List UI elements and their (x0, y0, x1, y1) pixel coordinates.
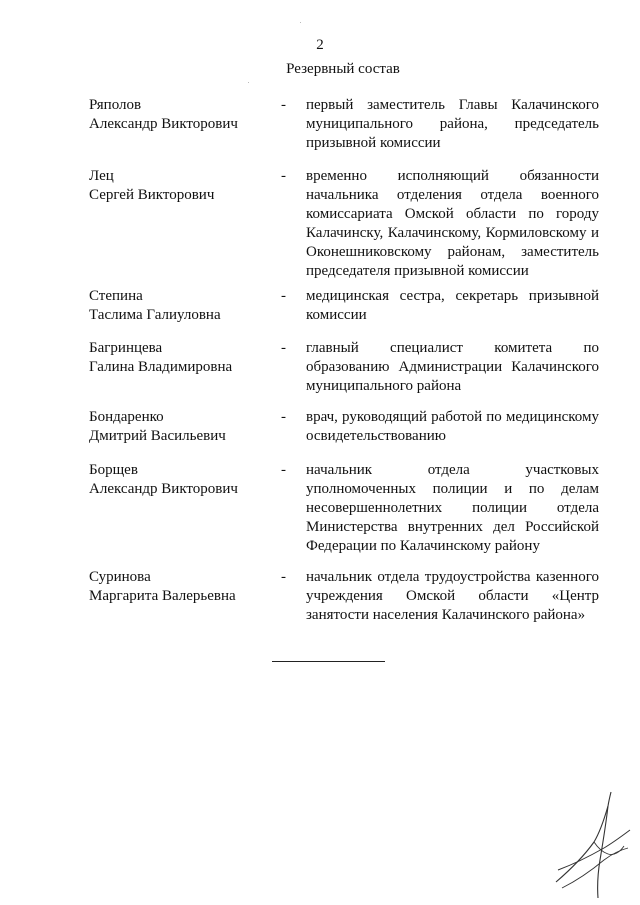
member-role: начальник отдела трудоустройства казенного учреждения Омской области «Центр занятости населения Калачинского района» (306, 569, 599, 623)
member-name (89, 167, 269, 205)
member-surname: Ряполов (89, 97, 142, 113)
member-surname: Суринова (89, 569, 151, 585)
member-dash: - (281, 168, 286, 184)
scan-speck (248, 82, 249, 83)
member-name (89, 96, 269, 134)
member-name (89, 568, 269, 606)
member-surname: Багринцева (89, 340, 163, 356)
page-number: 2 (316, 37, 324, 53)
member-surname: Степина (89, 288, 143, 304)
member-given-names: Таслима Галиуловна (89, 307, 221, 323)
member-given-names: Александр Викторович (89, 116, 238, 132)
member-given-names: Дмитрий Васильевич (89, 428, 226, 444)
member-dash: - (281, 462, 286, 478)
member-name (89, 287, 269, 325)
member-dash: - (281, 409, 286, 425)
member-surname: Бондаренко (89, 409, 164, 425)
member-name (89, 461, 269, 499)
member-given-names: Галина Владимировна (89, 359, 233, 375)
member-role: первый заместитель Главы Калачинского муниципального района, председатель призывной комиссии (306, 97, 599, 151)
member-name (89, 339, 269, 377)
member-role: главный специалист комитета по образованию Администрации Калачинского муниципального района (306, 340, 599, 394)
member-role: медицинская сестра, секретарь призывной комиссии (306, 288, 599, 323)
member-given-names: Александр Викторович (89, 481, 238, 497)
member-dash: - (281, 288, 286, 304)
member-role: начальник отдела участковых уполномоченных полиции и по делам несовершеннолетних полиции отдела Министерства внутренних дел Российской Федерации по Калачинскому району (306, 462, 599, 554)
member-role: временно исполняющий обязанности начальника отделения отдела военного комиссариата Омской области по городу Калачинску, Калачинскому, Кормиловскому и Оконешниковскому районам, заместитель председателя призывной комиссии (306, 168, 599, 279)
member-surname: Борщев (89, 462, 138, 478)
member-surname: Лец (89, 168, 114, 184)
member-dash: - (281, 340, 286, 356)
section-title: Резервный состав (286, 61, 400, 77)
scan-speck (300, 22, 301, 23)
handwritten-signature (548, 790, 638, 900)
member-role: врач, руководящий работой по медицинскому освидетельствованию (306, 409, 599, 444)
member-given-names: Маргарита Валерьевна (89, 588, 236, 604)
member-name (89, 408, 269, 446)
member-given-names: Сергей Викторович (89, 187, 215, 203)
member-dash: - (281, 569, 286, 585)
end-divider-line (272, 661, 385, 662)
member-dash: - (281, 97, 286, 113)
